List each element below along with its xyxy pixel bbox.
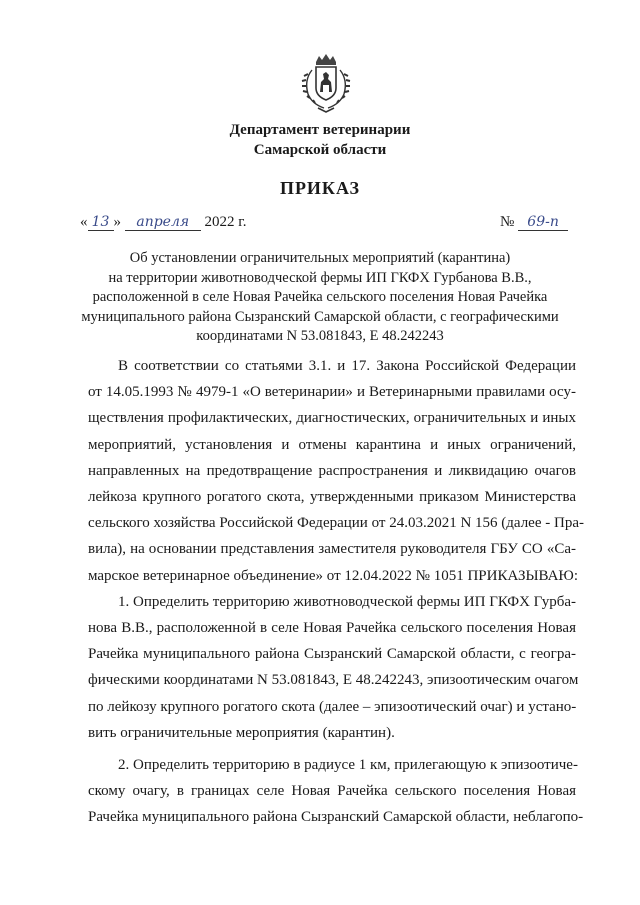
body-line: от 14.05.1993 № 4979-1 «О ветеринарии» и Ветеринарными правилами осу- [88,384,576,401]
body-line: ществления профилактических, диагностических, ограничительных и иных [88,410,576,427]
body-line: 1. Определить территорию животноводческой фермы ИП ГКФХ Гурба- [118,593,577,610]
subject-line: Об установлении ограничительных мероприятий (карантина) [129,250,511,266]
body-line: вить ограничительные мероприятия (карантин). [88,724,395,741]
body-line: направленных на предотвращение распространения и ликвидацию очагов [88,462,576,479]
date-month: апреля [125,214,201,231]
date-day: 13 [88,214,114,231]
coat-of-arms-emblem [294,52,358,116]
order-date [80,214,246,231]
date-open-quote: « [80,214,88,230]
date-close-quote: » [113,214,121,230]
body-line: скому очагу, в границах селе Новая Рачейка сельского поселения Новая [88,783,576,800]
number-value: 69-п [518,214,568,231]
body-line: по лейкозу крупного рогатого скота (далее – эпизоотический очаг) и устано- [88,698,577,715]
subject-line: расположенной в селе Новая Рачейка сельского поселения Новая Рачейка [92,289,548,305]
body-line: сельского хозяйства Российской Федерации от 24.03.2021 N 156 (далее - Пра- [88,515,584,532]
body-line: фическими координатами N 53.081843, E 48.242243, эпизоотическим очагом [88,672,579,689]
department-name-line2: Самарской области [253,142,387,158]
subject-line: на территории животноводческой фермы ИП ГКФХ Гурбанова В.В., [108,269,532,286]
body-line: марское ветеринарное объединение» от 12.04.2022 № 1051 ПРИКАЗЫВАЮ: [88,567,579,584]
order-title: ПРИКАЗ [279,178,361,198]
body-line: нова В.В., расположенной в селе Новая Рачейка сельского поселения Новая [88,620,576,637]
body-line: Рачейка муниципального района Сызранский Самарской области, неблагопо- [88,809,584,826]
subject-line: координатами N 53.081843, E 48.242243 [196,328,444,344]
body-line: Рачейка муниципального района Сызранский Самарской области, с геогра- [88,646,576,663]
order-body [88,353,584,831]
subject-line: муниципального района Сызранский Самарской области, с географическими [81,308,559,325]
department-name-line1: Департамент ветеринарии [229,122,411,138]
body-line: лейкоза крупного рогатого скота, утвержденными приказом Министерства [88,489,576,506]
order-number [500,214,568,231]
body-line: В соответствии со статьями 3.1. и 17. Закона Российской Федерации [118,358,576,374]
number-prefix: № [500,214,515,230]
body-line: вила), на основании представления заместителя руководителя ГБУ СО «Са- [88,541,576,558]
body-line: мероприятий, установления и отмены карантина и иных ограничений, [88,436,576,453]
body-line: 2. Определить территорию в радиусе 1 км, прилегающую к эпизоотиче- [118,757,578,774]
date-year: 2022 г. [204,214,247,230]
order-subject [60,249,580,347]
